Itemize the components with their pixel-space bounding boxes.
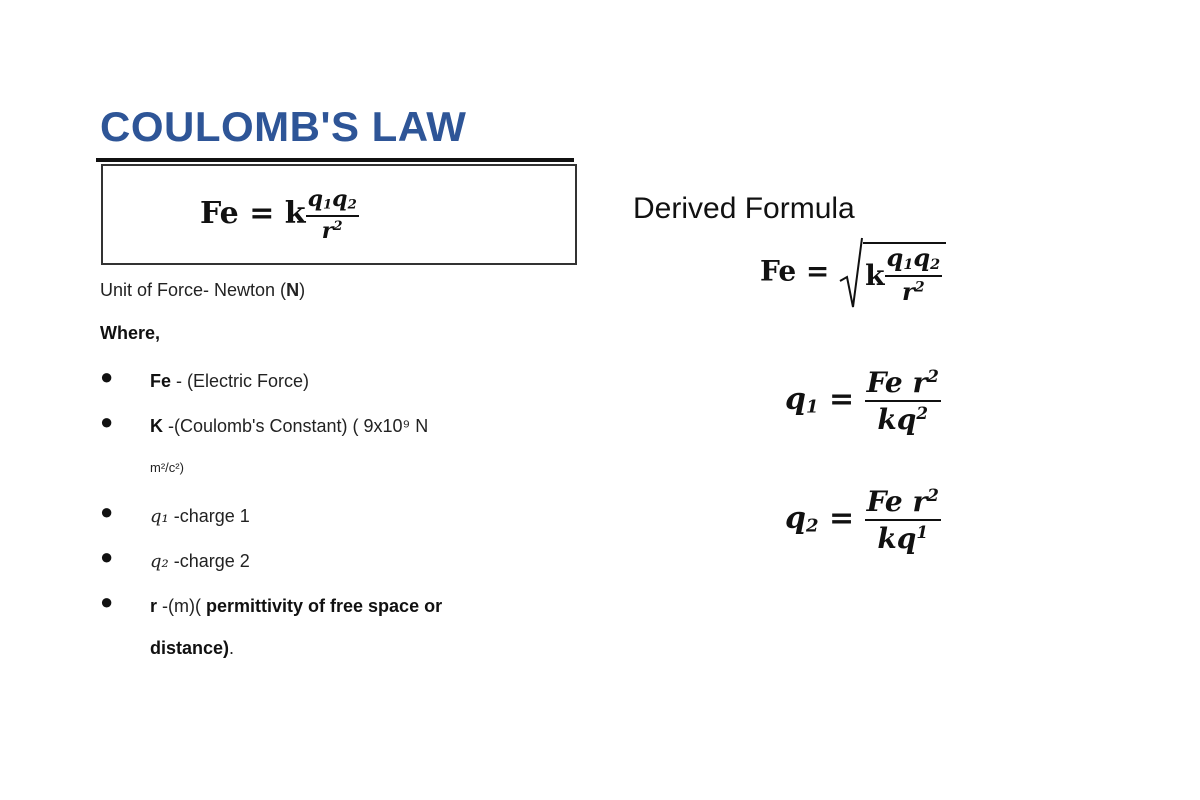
square-root [839, 237, 946, 309]
q1-lhs: $q_1$ [785, 382, 819, 418]
definition-q1: q₁ -charge 1 [150, 506, 250, 527]
derived-fe-lhs: Fe [760, 254, 797, 288]
definitions-list [100, 358, 560, 673]
q2-lhs: $q_2$ [785, 501, 819, 537]
formula-numerator: $q_1q_2$ [306, 188, 359, 217]
list-item [100, 493, 560, 538]
list-item [100, 358, 560, 403]
unit-of-force: Unit of Force- Newton (N) [100, 280, 306, 300]
definition-k: K -(Coulomb's Constant) ( 9x10⁹ N [150, 416, 429, 436]
bullet-icon: ● [100, 364, 114, 389]
definition-r: r -(m)( permittivity of free space or [150, 596, 443, 616]
bullet-icon: ● [100, 589, 114, 614]
definition-fe: Fe - (Electric Force) [150, 371, 310, 391]
page-title: COULOMB'S LAW [100, 103, 467, 150]
definition-q2: q₂ -charge 2 [150, 551, 250, 572]
bullet-icon: ● [100, 499, 114, 524]
q1-fraction: $\frac{Fe r^2}{kq^2}$ [866, 366, 939, 437]
list-item [100, 583, 560, 673]
where-label: Where, [100, 323, 161, 343]
definition-k-units: m²/c²) [150, 460, 184, 475]
derived-fe-formula [760, 237, 946, 309]
formula-denominator: $r^2$ [321, 217, 343, 244]
coulomb-formula [200, 188, 359, 242]
formula-lhs: Fe [200, 195, 239, 231]
formula-fraction [306, 188, 359, 242]
radicand: k $\frac{q_1q_2}{r^2}$ [863, 242, 946, 304]
derived-q1-formula [785, 366, 941, 437]
list-item [100, 403, 560, 493]
formula-constant: k [284, 195, 306, 231]
bullet-icon: ● [100, 544, 114, 569]
title-underline [96, 158, 574, 162]
list-item [100, 538, 560, 583]
definition-r-continuation: distance). [150, 638, 235, 658]
bullet-icon: ● [100, 409, 114, 434]
q2-fraction: $\frac{Fe r^2}{kq^1}$ [866, 485, 939, 556]
q1-equals: = [828, 382, 855, 418]
formula-equals: = [249, 195, 275, 231]
derived-fe-equals: = [805, 254, 830, 288]
q2-equals: = [828, 501, 855, 537]
derived-q2-formula [785, 485, 941, 556]
radical-sign-icon [839, 237, 863, 309]
derived-formula-heading: Derived Formula [633, 192, 855, 225]
